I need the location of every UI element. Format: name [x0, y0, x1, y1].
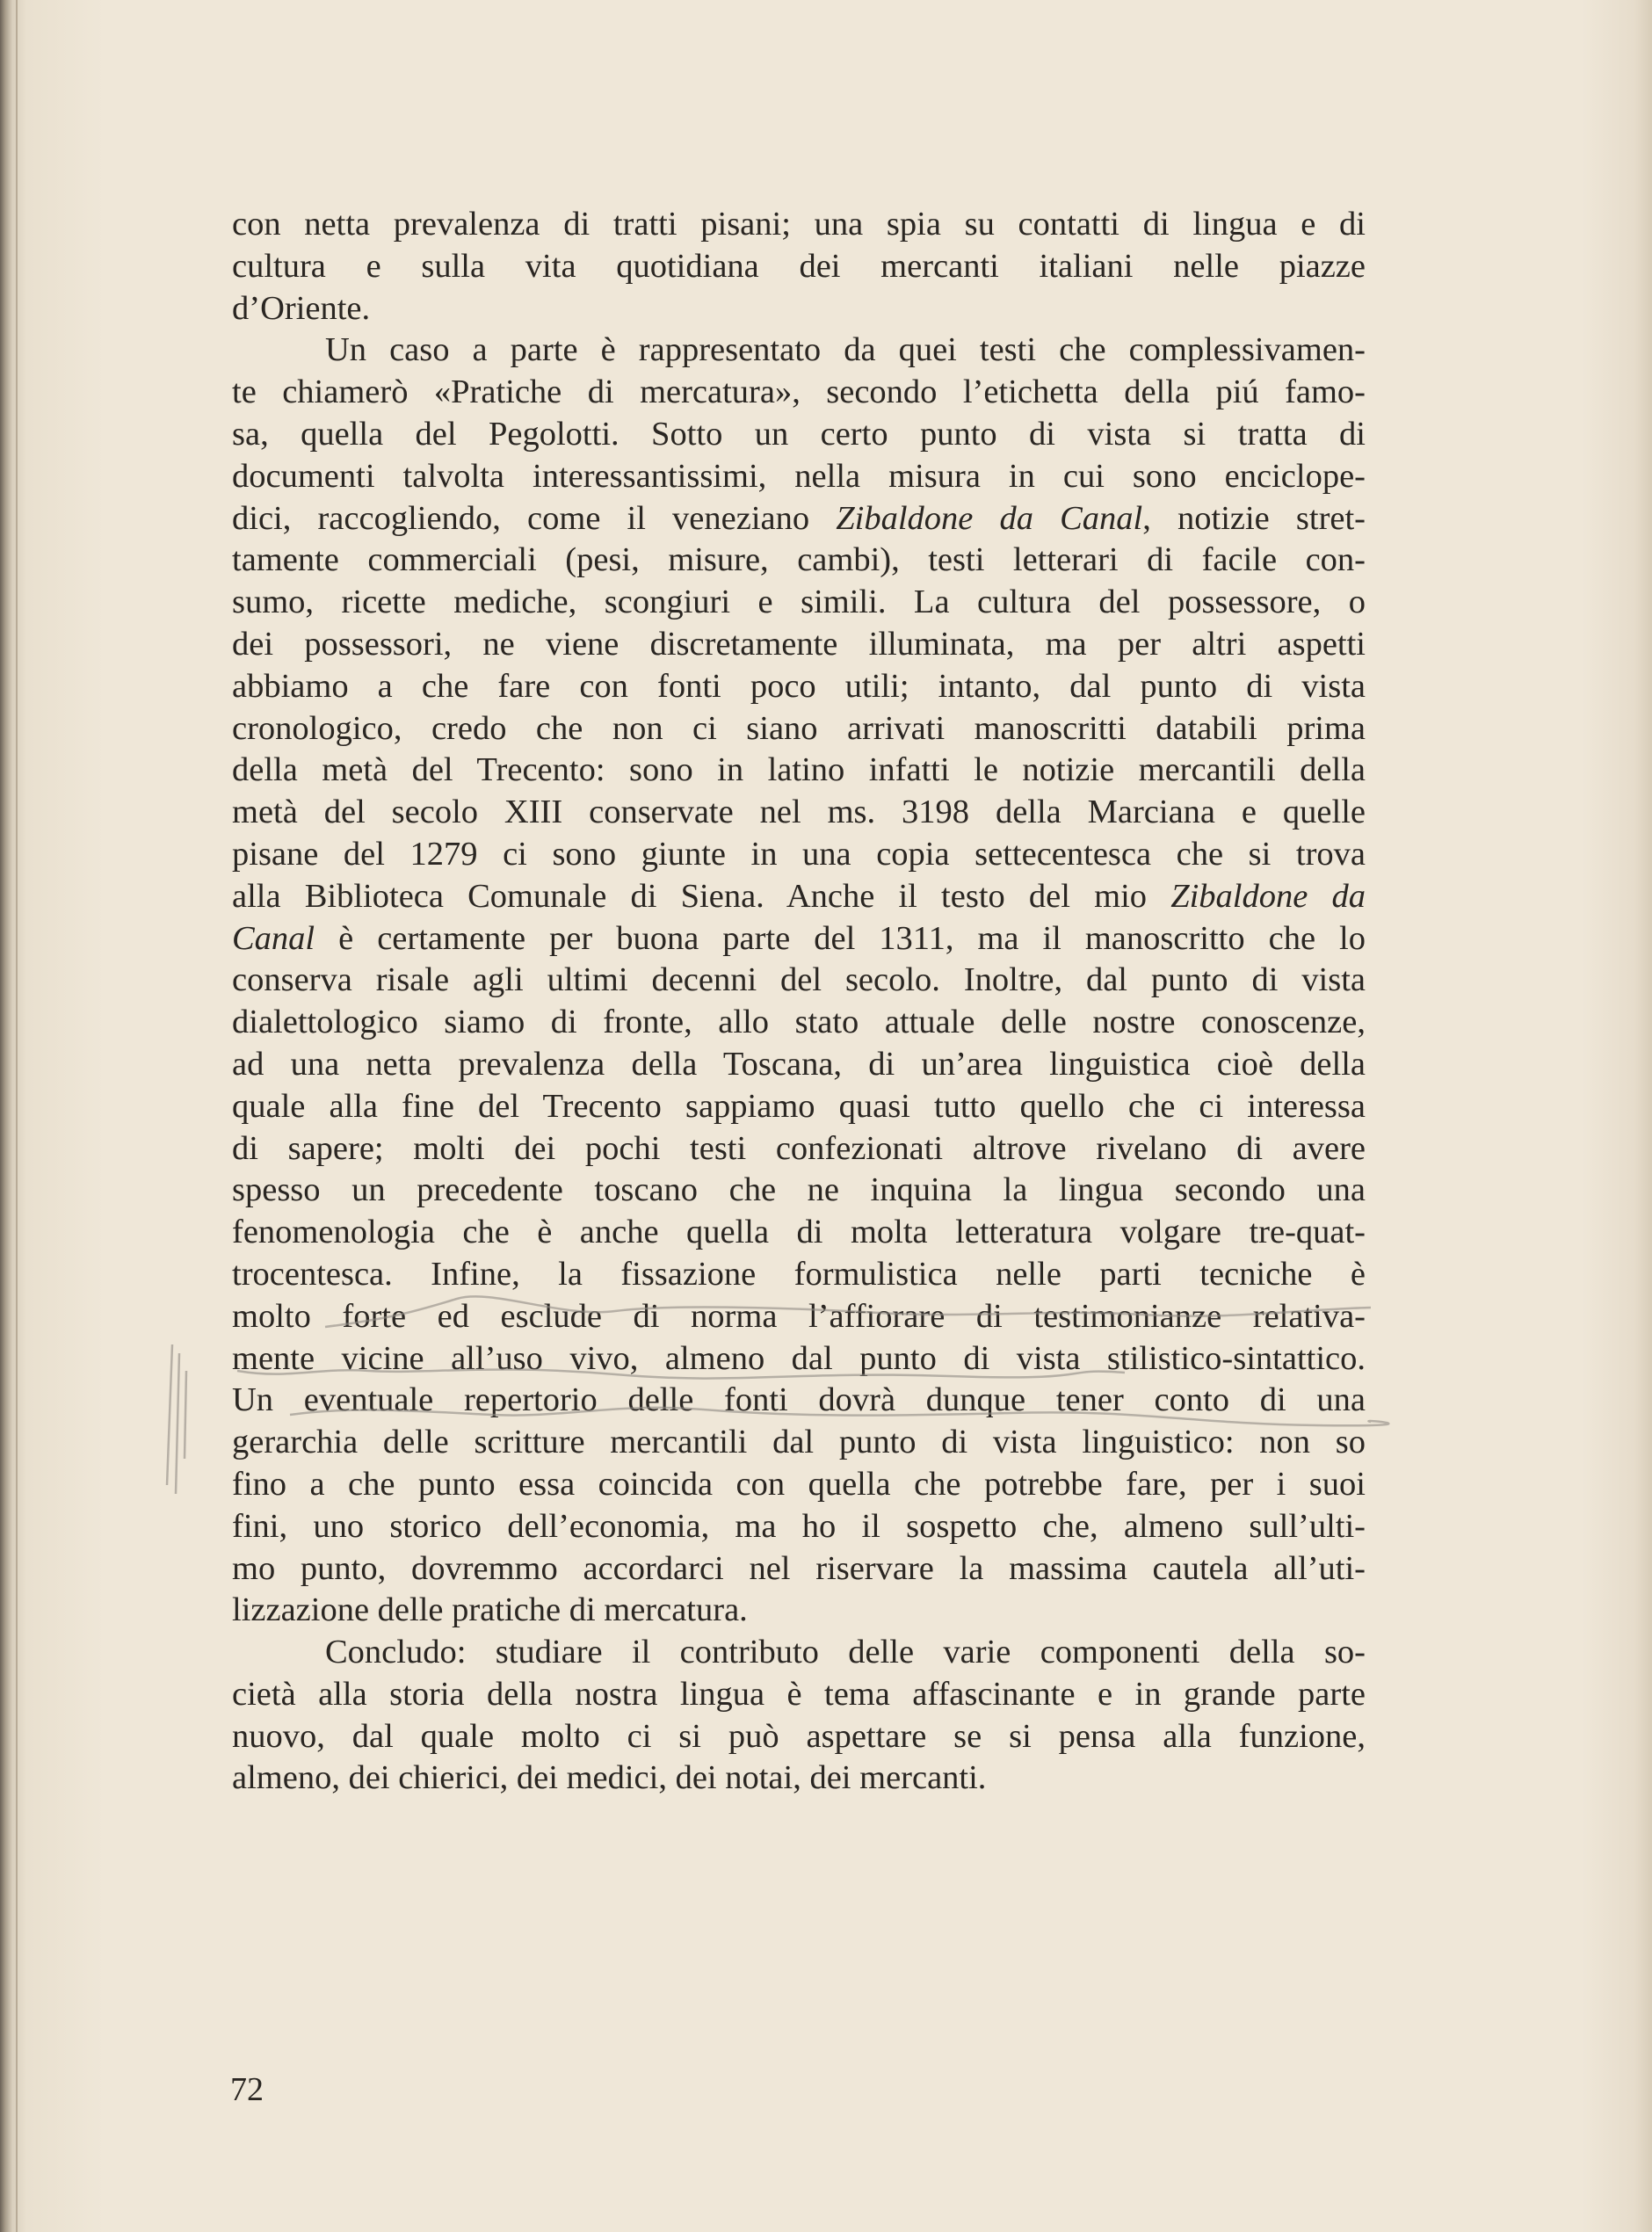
text-line	[232, 1548, 1366, 1591]
text-line	[232, 288, 1366, 330]
text-line	[232, 1632, 1366, 1674]
text-line	[232, 1254, 1366, 1296]
text-line	[232, 372, 1366, 414]
text-line	[232, 1464, 1366, 1506]
text-span: mo punto, dovremmo accordarci nel riservare la massima cautela all’uti-	[232, 1549, 1366, 1587]
text-span: alla Biblioteca Comunale di Siena. Anche il testo del mio	[232, 877, 1171, 915]
text-line	[232, 834, 1366, 876]
text-line	[232, 456, 1366, 498]
text-line	[232, 1590, 1366, 1632]
text-span: molto forte ed esclude di norma l’affiorare di testimonianze relativa-	[232, 1297, 1366, 1335]
text-line	[232, 1002, 1366, 1044]
text-span: nuovo, dal quale molto ci si può aspettare se si pensa alla funzione,	[232, 1717, 1366, 1755]
text-line	[232, 1296, 1366, 1338]
text-span: te chiamerò «Pratiche di mercatura», secondo l’etichetta della piú famo-	[232, 373, 1366, 411]
text-line	[232, 750, 1366, 792]
text-span: mente vicine all’uso vivo, almeno dal punto di vista stilistico-sintattico.	[232, 1339, 1366, 1377]
text-line	[232, 1716, 1366, 1758]
text-line	[232, 708, 1366, 750]
text-span: dei possessori, ne viene discretamente illuminata, ma per altri aspetti	[232, 625, 1366, 663]
text-span: Un eventuale repertorio delle fonti dovrà dunque tener conto di una	[232, 1381, 1366, 1419]
text-span: dici, raccogliendo, come il veneziano	[232, 499, 837, 537]
text-line	[232, 330, 1366, 372]
text-span: Concludo: studiare il contributo delle varie componenti della so-	[325, 1634, 1366, 1671]
body-text	[232, 204, 1366, 1800]
text-span: quale alla fine del Trecento sappiamo quasi tutto quello che ci interessa	[232, 1087, 1366, 1125]
text-span: fenomenologia che è anche quella di molta letteratura volgare tre-quat-	[232, 1214, 1366, 1251]
text-span: ad una netta prevalenza della Toscana, di un’area linguistica cioè della	[232, 1045, 1366, 1083]
text-span: della metà del Trecento: sono in latino infatti le notizie mercantili della	[232, 751, 1366, 789]
text-line	[232, 960, 1366, 1002]
text-span: è certamente per buona parte del 1311, ma il manoscritto che lo	[315, 919, 1366, 957]
text-line	[232, 624, 1366, 666]
text-span: di sapere; molti dei pochi testi confezionati altrove rivelano di avere	[232, 1129, 1366, 1167]
text-span: documenti talvolta interessantissimi, nella misura in cui sono enciclope-	[232, 457, 1366, 495]
text-span: gerarchia delle scritture mercantili dal punto di vista linguistico: non so	[232, 1424, 1366, 1461]
text-line	[232, 414, 1366, 456]
text-line	[232, 498, 1366, 540]
text-line	[232, 918, 1366, 960]
page-number: 72	[230, 2071, 264, 2108]
text-span: cronologico, credo che non ci siano arrivati manoscritti databili prima	[232, 709, 1366, 747]
text-span: conserva risale agli ultimi decenni del secolo. Inoltre, dal punto di vista	[232, 961, 1366, 999]
text-line	[232, 666, 1366, 708]
text-line	[232, 246, 1366, 288]
italic-title: Zibaldone da Canal	[836, 499, 1143, 537]
text-line	[232, 1674, 1366, 1716]
text-span: d’Oriente.	[232, 289, 371, 327]
text-line	[232, 582, 1366, 624]
text-span: abbiamo a che fare con fonti poco utili; intanto, dal punto di vista	[232, 667, 1366, 705]
text-span: sumo, ricette mediche, scongiuri e simili. La cultura del possessore, o	[232, 583, 1366, 621]
text-span: pisane del 1279 ci sono giunte in una copia settecentesca che si trova	[232, 835, 1366, 873]
text-line	[232, 876, 1366, 918]
text-span: trocentesca. Infine, la fissazione formulistica nelle parti tecniche è	[232, 1255, 1366, 1293]
text-span: sa, quella del Pegolotti. Sotto un certo punto di vista si tratta di	[232, 415, 1366, 453]
text-line	[232, 1338, 1366, 1381]
italic-title: Zibaldone da	[1170, 877, 1366, 915]
text-span: fini, uno storico dell’economia, ma ho il sospetto che, almeno sull’ulti-	[232, 1507, 1366, 1545]
page-binding-edge	[16, 0, 18, 2232]
text-line	[232, 1380, 1366, 1422]
text-span: dialettologico siamo di fronte, allo stato attuale delle nostre conoscenze,	[232, 1004, 1366, 1041]
text-span: metà del secolo XIII conservate nel ms. 3198 della Marciana e quelle	[232, 794, 1366, 831]
text-line	[232, 1044, 1366, 1086]
text-span: con netta prevalenza di tratti pisani; una spia su contatti di lingua e di	[232, 206, 1366, 243]
text-line	[232, 1757, 1366, 1800]
text-span: cultura e sulla vita quotidiana dei mercanti italiani nelle piazze	[232, 247, 1366, 285]
text-span: almeno, dei chierici, dei medici, dei notai, dei mercanti.	[232, 1759, 987, 1797]
text-line	[232, 792, 1366, 834]
text-line	[232, 1422, 1366, 1464]
text-span: tamente commerciali (pesi, misure, cambi), testi letterari di facile con-	[232, 541, 1366, 579]
text-line	[232, 1170, 1366, 1212]
text-span: cietà alla storia della nostra lingua è tema affascinante e in grande parte	[232, 1675, 1366, 1713]
text-span: Un caso a parte è rappresentato da quei testi che complessivamen-	[325, 331, 1366, 369]
text-line	[232, 204, 1366, 246]
text-span: , notizie stret-	[1142, 499, 1366, 537]
text-span: spesso un precedente toscano che ne inquina la lingua secondo una	[232, 1171, 1366, 1209]
text-line	[232, 1506, 1366, 1548]
text-line	[232, 1212, 1366, 1254]
text-line	[232, 1128, 1366, 1170]
text-span: fino a che punto essa coincida con quella che potrebbe fare, per i suoi	[232, 1465, 1366, 1503]
text-span: lizzazione delle pratiche di mercatura.	[232, 1591, 748, 1629]
text-line	[232, 540, 1366, 582]
text-line	[232, 1086, 1366, 1128]
italic-title: Canal	[232, 919, 315, 957]
